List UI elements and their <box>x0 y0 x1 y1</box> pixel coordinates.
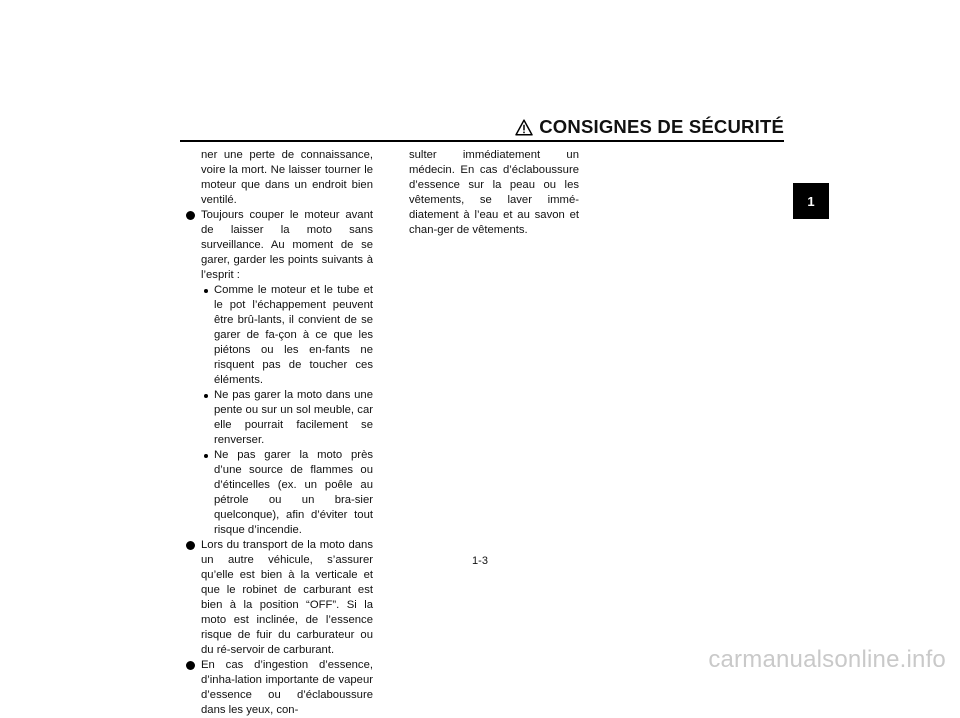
page-number: 1-3 <box>472 555 488 567</box>
sub-bullet-text: Comme le moteur et le tube et le pot l’échappement peuvent être brû-lants, il convient de se garer de fa-çon à ce que les piétons ou les en-fants ne risquent pas de toucher ces éléments. <box>214 284 373 386</box>
sub-bullet-text: Ne pas garer la moto dans une pente ou sur un sol meuble, car elle pourrait facilement se renverser. <box>214 389 373 446</box>
right-column <box>409 148 579 238</box>
section-title: CONSIGNES DE SÉCURITÉ <box>539 116 784 137</box>
bullet-text: En cas d’ingestion d’essence, d’inha-lation importante de vapeur d’essence ou d’éclaboussure dans les yeux, con- <box>201 659 373 716</box>
intro-paragraph: ner une perte de connaissance, voire la mort. Ne laisser tourner le moteur que dans un endroit bien ventilé. <box>201 149 373 206</box>
bullet-dot-icon <box>186 211 195 220</box>
chapter-tab-label: 1 <box>807 193 815 209</box>
warning-triangle-icon <box>515 119 533 136</box>
continuation-paragraph: sulter immédiatement un médecin. En cas d’éclaboussure d’essence sur la peau ou les vêtements, se laver immé-diatement à l’eau et au savon et chan-ger de vêtements. <box>409 149 579 236</box>
sub-bullet-dot-icon <box>204 454 208 458</box>
watermark: carmanualsonline.info <box>708 646 946 673</box>
sub-bullet-item <box>186 388 373 448</box>
page-header <box>180 116 784 138</box>
bullet-item <box>186 658 373 718</box>
bullet-dot-icon <box>186 661 195 670</box>
sub-bullet-dot-icon <box>204 394 208 398</box>
bullet-item <box>186 538 373 658</box>
bullet-dot-icon <box>186 541 195 550</box>
sub-bullet-item <box>186 448 373 538</box>
bullet-item <box>186 208 373 283</box>
bullet-text: Toujours couper le moteur avant de laisser la moto sans surveillance. Au moment de se garer, garder les points suivants à l’esprit : <box>201 209 373 281</box>
left-column <box>186 148 373 718</box>
sub-bullet-item <box>186 283 373 388</box>
sub-bullet-dot-icon <box>204 289 208 293</box>
sub-bullet-text: Ne pas garer la moto près d’une source de flammes ou d’étincelles (ex. un poêle au pétrole ou un bra-sier quelconque), afin d’éviter tout risque d’incendie. <box>214 449 373 536</box>
header-rule <box>180 140 784 142</box>
chapter-tab <box>793 183 829 219</box>
bullet-text: Lors du transport de la moto dans un autre véhicule, s’assurer qu’elle est bien à la verticale et que le robinet de carburant est bien à la position “OFF”. Si la moto est inclinée, de l’essence risque de fuir du carburateur ou du ré-servoir de carburant. <box>201 539 373 656</box>
